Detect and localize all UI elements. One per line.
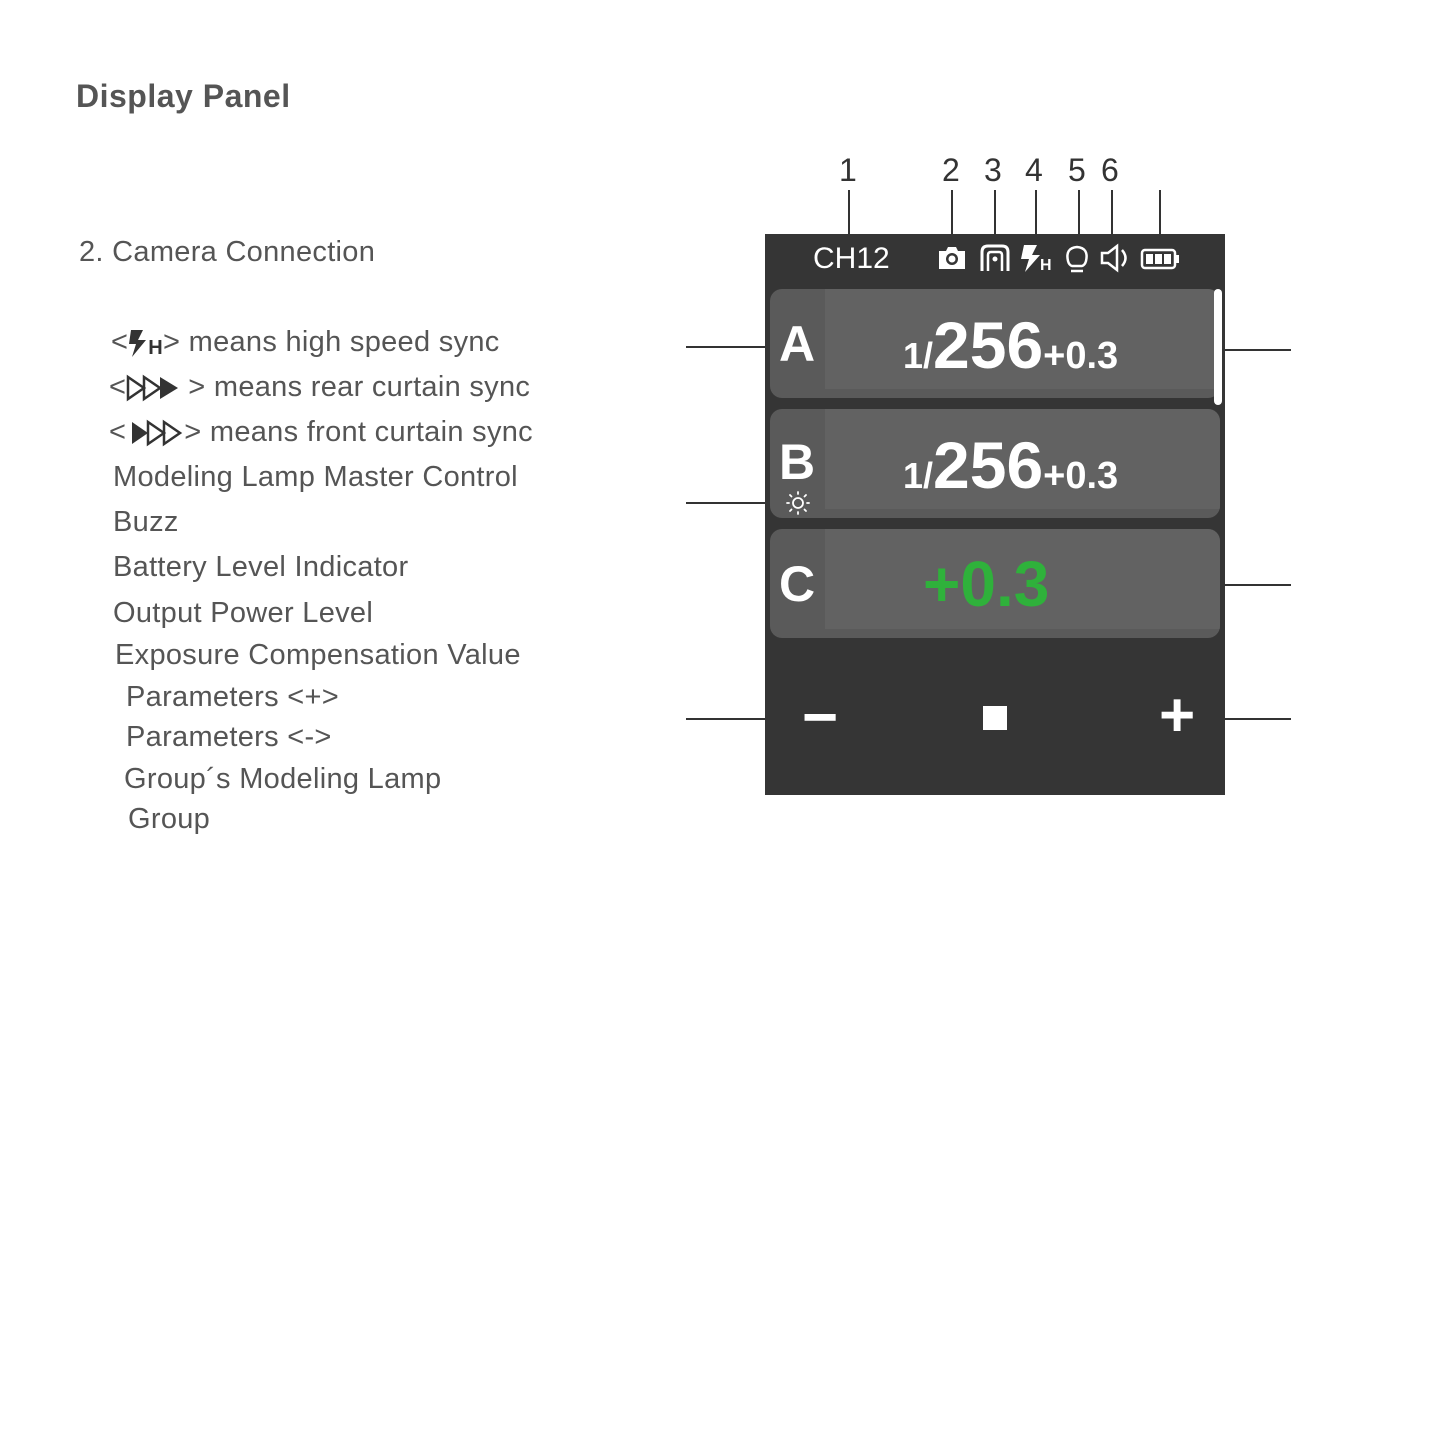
buzz-icon [1099,243,1133,273]
section-heading: 2. Camera Connection [79,236,376,268]
group-b-modeling-lamp-icon [786,491,810,515]
group-b-value[interactable] [903,427,1118,503]
modeling-lamp-icon [1063,244,1091,274]
callout-line-2 [951,190,953,238]
callout-line-minus [686,718,776,720]
desc-hss-text: means high speed sync [188,326,500,358]
callout-line-4 [1035,190,1037,238]
callout-4: 4 [1025,152,1043,188]
callout-line-modeling [686,502,776,504]
gt-symbol: > [163,326,181,358]
callout-line-group-a [686,346,776,348]
device-screen [765,234,1225,795]
callout-line-7 [1159,190,1161,238]
group-b-fraction: 1/ [903,455,934,496]
front-curtain-icon [126,418,184,448]
desc-modeling: Modeling Lamp Master Control [113,461,518,493]
desc-minus: Parameters <-> [126,721,332,753]
callout-line-3 [994,190,996,238]
plus-button[interactable]: + [1159,681,1196,750]
channel-label: CH12 [813,242,890,275]
callout-line-5 [1078,190,1080,238]
group-c-row[interactable] [770,529,1220,638]
callout-2: 2 [942,152,960,188]
desc-front-text: means front curtain sync [209,416,533,448]
hss-status-icon [1019,243,1055,273]
group-b-letter: B [779,434,816,490]
group-a-letter: A [779,316,816,372]
group-a-row[interactable] [770,289,1220,398]
desc-battery: Battery Level Indicator [113,551,409,583]
lt-symbol: < [111,326,129,358]
desc-rear [109,371,530,404]
hss-icon [128,327,163,360]
callout-6: 6 [1101,152,1119,188]
group-a-value[interactable] [903,307,1118,383]
desc-buzz: Buzz [113,506,179,538]
lt-symbol: < [109,371,127,403]
rear-curtain-icon [126,373,188,403]
desc-output: Output Power Level [113,597,374,629]
lamp-master-icon [979,243,1011,273]
group-c-letter: C [779,556,816,612]
callout-5: 5 [1068,152,1086,188]
callout-line-1 [848,190,850,238]
callout-3: 3 [984,152,1002,188]
group-c-ec-value[interactable]: +0.3 [923,548,1050,620]
group-b-row[interactable] [770,409,1220,518]
desc-group: Group [128,803,211,835]
desc-plus: Parameters <+> [126,681,339,713]
gt-symbol: > [188,371,206,403]
group-b-ec: +0.3 [1043,455,1119,497]
desc-front [109,416,533,449]
callout-line-6 [1111,190,1113,238]
desc-rear-text: means rear curtain sync [213,371,531,403]
group-a-fraction: 1/ [903,335,934,376]
group-a-ec: +0.3 [1043,335,1119,377]
battery-icon [1140,248,1180,270]
callout-1: 1 [839,152,857,188]
page-title: Display Panel [76,78,291,114]
stop-button[interactable] [983,706,1007,730]
minus-button[interactable]: − [802,683,839,752]
group-b-power: 256 [933,428,1044,502]
lt-symbol: < [109,416,127,448]
desc-group-lamp: Group´s Modeling Lamp [124,763,442,795]
gt-symbol: > [184,416,202,448]
group-a-power: 256 [933,308,1044,382]
svg-text:H: H [1040,257,1052,273]
desc-hss [111,326,500,360]
scrollbar[interactable] [1214,289,1222,405]
hss-h-letter: H [148,336,163,359]
camera-icon [936,244,968,272]
desc-exposure: Exposure Compensation Value [115,639,521,671]
